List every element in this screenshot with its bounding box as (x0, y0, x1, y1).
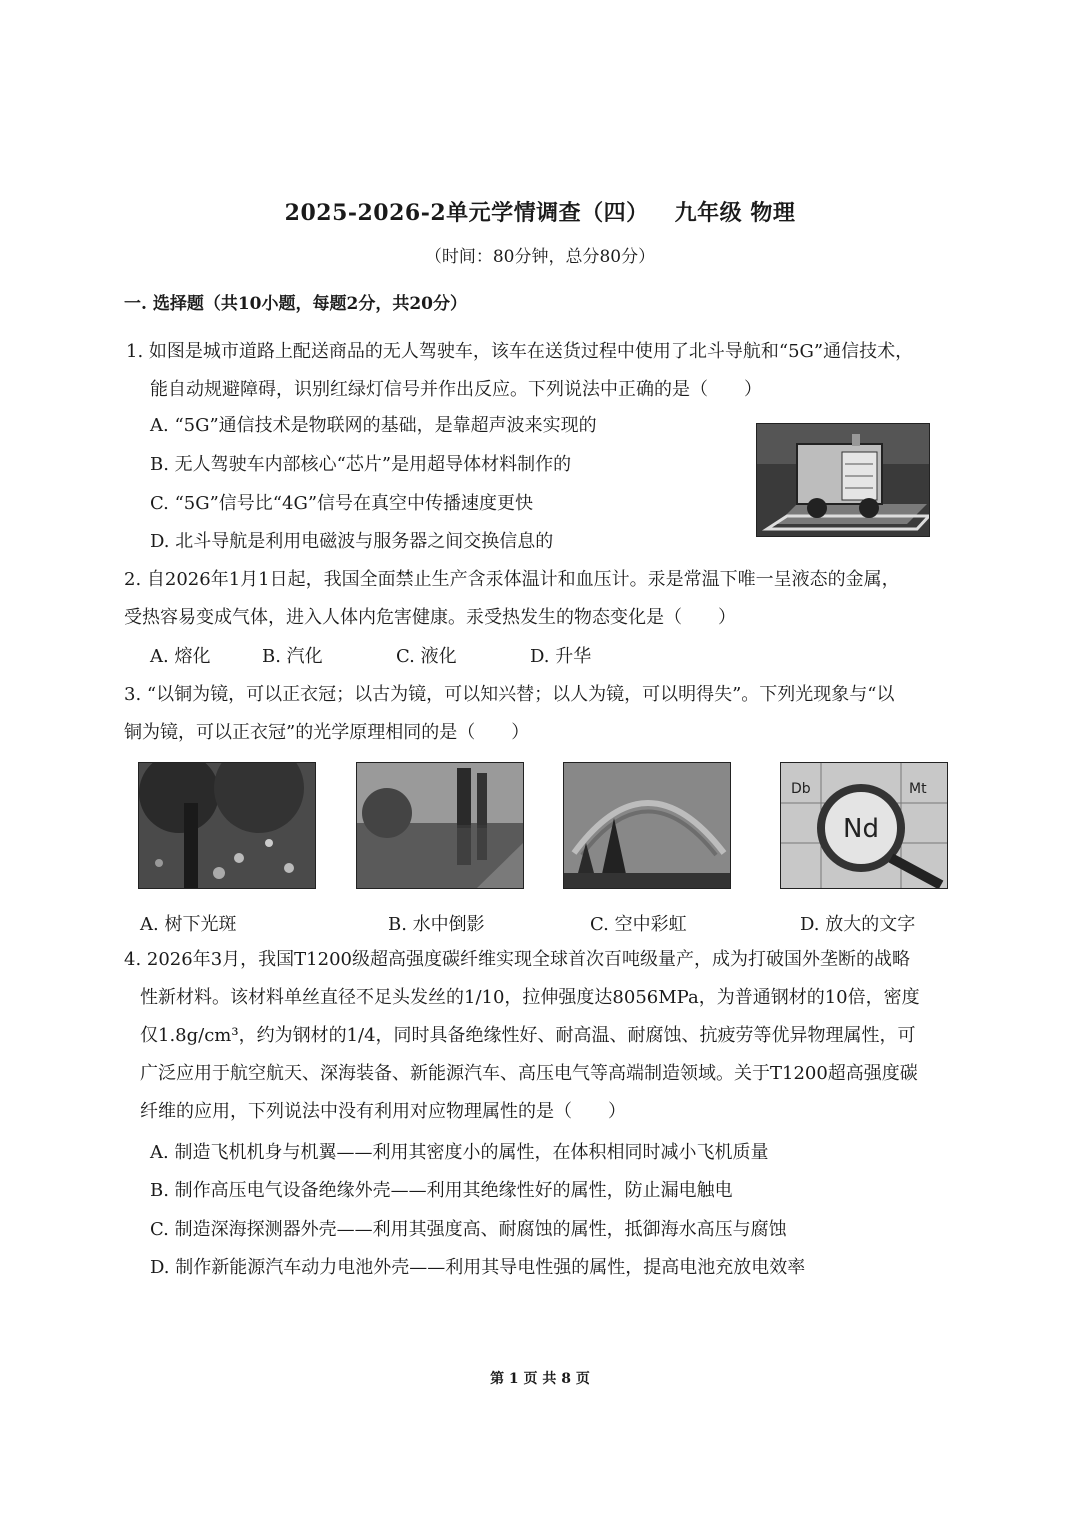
q3-table-label-mt: Mt (909, 781, 927, 797)
q1-option-c: C. “5G”信号比“4G”信号在真空中传播速度更快 (150, 493, 534, 514)
q2-option-b: B. 汽化 (262, 646, 323, 667)
q3-photo-magnifier (780, 762, 948, 889)
q2-option-d: D. 升华 (530, 646, 592, 667)
page-number: 第 1 页 共 8 页 (490, 1371, 590, 1387)
q4-option-a: A. 制造飞机机身与机翼——利用其密度小的属性，在体积相同时减小飞机质量 (150, 1142, 769, 1163)
q2-option-c: C. 液化 (396, 646, 457, 667)
q4-stem-line1: 4. 2026年3月，我国T1200级超高强度碳纤维实现全球首次百吨级量产，成为打破国外垄断的战略 (124, 949, 910, 970)
grade-subject: 九年级 物理 (674, 200, 796, 226)
exam-title-text: 2025-2026-2单元学情调查（四） (284, 200, 649, 226)
q2-option-a: A. 熔化 (150, 646, 211, 667)
q3-table-label-db: Db (791, 781, 811, 797)
q3-stem-line1: 3. “以铜为镜，可以正衣冠；以古为镜，可以知兴替；以人为镜，可以明得失”。下列光现象与“以 (124, 684, 895, 705)
q3-photo-water-reflection (356, 762, 524, 889)
q1-delivery-vehicle-photo (756, 423, 930, 537)
q4-option-b: B. 制作高压电气设备绝缘外壳——利用其绝缘性好的属性，防止漏电触电 (150, 1180, 733, 1201)
q3-caption-b: B. 水中倒影 (388, 914, 485, 935)
q1-option-d: D. 北斗导航是利用电磁波与服务器之间交换信息的 (150, 531, 554, 552)
q4-stem-line3: 仅1.8g/cm³，约为钢材的1/4，同时具备绝缘性好、耐高温、耐腐蚀、抗疲劳等优异物理属性，可 (140, 1025, 916, 1046)
q3-caption-c: C. 空中彩虹 (590, 914, 687, 935)
q3-caption-d: D. 放大的文字 (800, 914, 916, 935)
q3-photo-rainbow (563, 762, 731, 889)
q4-option-c: C. 制造深海探测器外壳——利用其强度高、耐腐蚀的属性，抵御海水高压与腐蚀 (150, 1219, 787, 1240)
q3-stem-line2: 铜为镜，可以正衣冠”的光学原理相同的是（ ） (124, 722, 530, 743)
q4-stem-line2: 性新材料。该材料单丝直径不足头发丝的1/10，拉伸强度达8056MPa，为普通钢材的10倍，密度 (140, 987, 920, 1008)
q4-stem-line5: 纤维的应用，下列说法中没有利用对应物理属性的是（ ） (140, 1101, 626, 1122)
exam-subtitle: （时间：80分钟，总分80分） (424, 247, 656, 267)
q4-stem-line4: 广泛应用于航空航天、深海装备、新能源汽车、高压电气等高端制造领域。关于T1200超高强度碳 (140, 1063, 918, 1084)
q2-stem-line1: 2. 自2026年1月1日起，我国全面禁止生产含汞体温计和血压计。汞是常温下唯一呈液态的金属， (124, 569, 900, 590)
q4-option-d: D. 制作新能源汽车动力电池外壳——利用其导电性强的属性，提高电池充放电效率 (150, 1257, 806, 1278)
q1-stem-line2: 能自动规避障碍，识别红绿灯信号并作出反应。下列说法中正确的是（ ） (150, 379, 762, 400)
q3-photo-tree-shadow (138, 762, 316, 889)
q2-stem-line2: 受热容易变成气体，进入人体内危害健康。汞受热发生的物态变化是（ ） (124, 607, 736, 628)
q1-stem-line1: 1. 如图是城市道路上配送商品的无人驾驶车，该车在送货过程中使用了北斗导航和“5G”通信技术， (126, 341, 914, 362)
q1-option-a: A. “5G”通信技术是物联网的基础，是靠超声波来实现的 (150, 415, 597, 436)
q3-caption-a: A. 树下光斑 (140, 914, 237, 935)
exam-title (0, 196, 1080, 227)
q3-magnifier-text: Nd (843, 814, 879, 844)
section-heading: 一. 选择题（共10小题，每题2分，共20分） (124, 294, 467, 314)
q1-option-b: B. 无人驾驶车内部核心“芯片”是用超导体材料制作的 (150, 454, 572, 475)
